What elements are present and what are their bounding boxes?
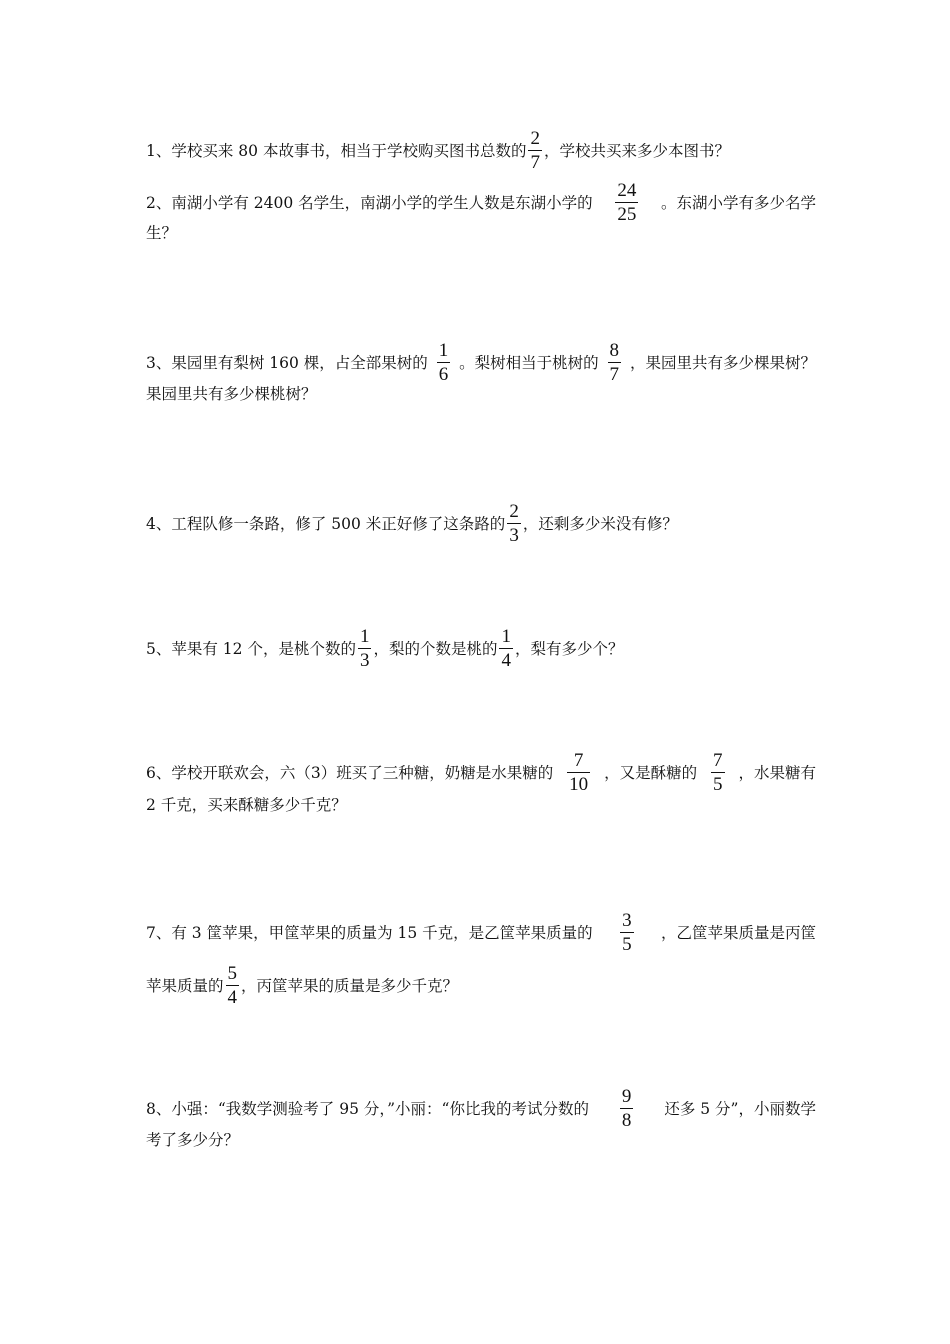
- problem-8-line-1: [146, 1087, 816, 1130]
- fraction-denominator: 3: [509, 525, 519, 546]
- fraction-numerator: 1: [501, 626, 511, 647]
- problem-text: 6、学校开联欢会，六（3）班买了三种糖，奶糖是水果糖的: [146, 763, 554, 782]
- problem-5-line-1: [146, 627, 816, 670]
- fraction-bar: [608, 362, 622, 363]
- fraction: [358, 627, 372, 670]
- problem-text: 7、有 3 筐苹果，甲筐苹果的质量为 15 千克，是乙筐苹果质量的: [146, 923, 593, 942]
- fraction-denominator: 6: [438, 364, 449, 385]
- problem-6-line-2: [146, 794, 816, 816]
- problem-text: 1、学校买来 80 本故事书，相当于学校购买图书总数的: [146, 141, 527, 160]
- problem-2-line-1: [146, 181, 816, 224]
- problem-text: ，水果糖有: [738, 763, 816, 782]
- fraction: [499, 627, 513, 670]
- problem-text: ，乙筐苹果质量是丙筐: [660, 923, 816, 942]
- problem-text: 。东湖小学有多少名学: [660, 193, 816, 212]
- fraction-numerator: 24: [617, 180, 637, 201]
- fraction-denominator: 3: [359, 650, 370, 671]
- fraction: [226, 964, 240, 1007]
- fraction: [620, 911, 634, 954]
- fraction-bar: [437, 362, 451, 363]
- problem-6-line-1: [146, 751, 816, 794]
- problem-3-line-1: [146, 341, 816, 384]
- problem-text: ，还剩多少米没有修？: [522, 514, 678, 533]
- problem-text: 苹果质量的: [146, 976, 224, 995]
- fraction: [608, 341, 622, 384]
- problem-3-line-2: [146, 383, 816, 405]
- problem-text: 2、南湖小学有 2400 名学生，南湖小学的学生人数是东湖小学的: [146, 193, 593, 212]
- fraction: [711, 751, 725, 794]
- fraction-numerator: 7: [713, 750, 723, 771]
- fraction-denominator: 8: [621, 1110, 632, 1131]
- fraction: [567, 751, 590, 794]
- problem-text: ，果园里共有多少棵果树？: [629, 353, 816, 372]
- fraction: [620, 1087, 634, 1130]
- problem-8-line-2: [146, 1129, 816, 1151]
- fraction-bar: [711, 772, 725, 773]
- problem-7-line-1: [146, 911, 816, 954]
- problem-text: 4、工程队修一条路，修了 500 米正好修了这条路的: [146, 514, 506, 533]
- problem-text: ，丙筐苹果的质量是多少千克？: [241, 976, 459, 995]
- problem-text: ，又是酥糖的: [604, 763, 698, 782]
- fraction-numerator: 9: [621, 1086, 632, 1107]
- fraction-bar: [567, 772, 590, 773]
- problem-text: 考了多少分？: [146, 1131, 240, 1149]
- fraction-bar: [499, 648, 513, 649]
- fraction: [507, 502, 521, 545]
- fraction-denominator: 10: [569, 774, 589, 795]
- fraction-numerator: 1: [438, 340, 449, 361]
- fraction-denominator: 4: [501, 650, 511, 671]
- fraction-numerator: 8: [609, 340, 620, 361]
- fraction-bar: [528, 150, 542, 151]
- fraction-numerator: 2: [509, 501, 519, 522]
- fraction-bar: [615, 202, 638, 203]
- fraction-bar: [507, 523, 521, 524]
- problem-text: 3、果园里有梨树 160 棵，占全部果树的: [146, 353, 428, 372]
- problem-text: ，学校共买来多少本图书？: [543, 141, 730, 160]
- fraction-bar: [620, 932, 634, 933]
- problem-text: 2 千克，买来酥糖多少千克？: [146, 796, 347, 814]
- problem-text: 。梨树相当于桃树的: [459, 353, 599, 372]
- fraction-denominator: 5: [713, 774, 723, 795]
- fraction-bar: [358, 648, 372, 649]
- fraction-bar: [620, 1108, 634, 1109]
- fraction: [437, 341, 451, 384]
- problem-2-line-2: [146, 222, 816, 244]
- fraction: [528, 129, 542, 172]
- fraction-denominator: 4: [227, 987, 238, 1008]
- fraction: [615, 181, 638, 224]
- fraction-numerator: 2: [530, 128, 540, 149]
- problem-text: 果园里共有多少棵桃树？: [146, 385, 317, 403]
- problem-text: 8、小强：“我数学测验考了 95 分，”小丽：“你比我的考试分数的: [146, 1099, 589, 1118]
- fraction-numerator: 5: [227, 963, 238, 984]
- problem-1-line-1: [146, 129, 816, 172]
- problem-7-line-2: [146, 964, 816, 1007]
- problem-4-line-1: [146, 502, 816, 545]
- fraction-denominator: 7: [530, 152, 540, 173]
- problem-text: 5、苹果有 12 个，是桃个数的: [146, 639, 356, 658]
- fraction-denominator: 7: [609, 364, 620, 385]
- problem-text: ，梨有多少个？: [514, 639, 624, 658]
- fraction-denominator: 25: [617, 204, 637, 225]
- fraction-numerator: 3: [622, 910, 632, 931]
- fraction-numerator: 1: [359, 626, 370, 647]
- problem-text: 生？: [146, 224, 178, 242]
- fraction-bar: [226, 985, 240, 986]
- fraction-denominator: 5: [622, 934, 632, 955]
- problem-text: 还多 5 分”，小丽数学: [664, 1099, 816, 1118]
- problem-text: ，梨的个数是桃的: [373, 639, 498, 658]
- fraction-numerator: 7: [573, 750, 584, 771]
